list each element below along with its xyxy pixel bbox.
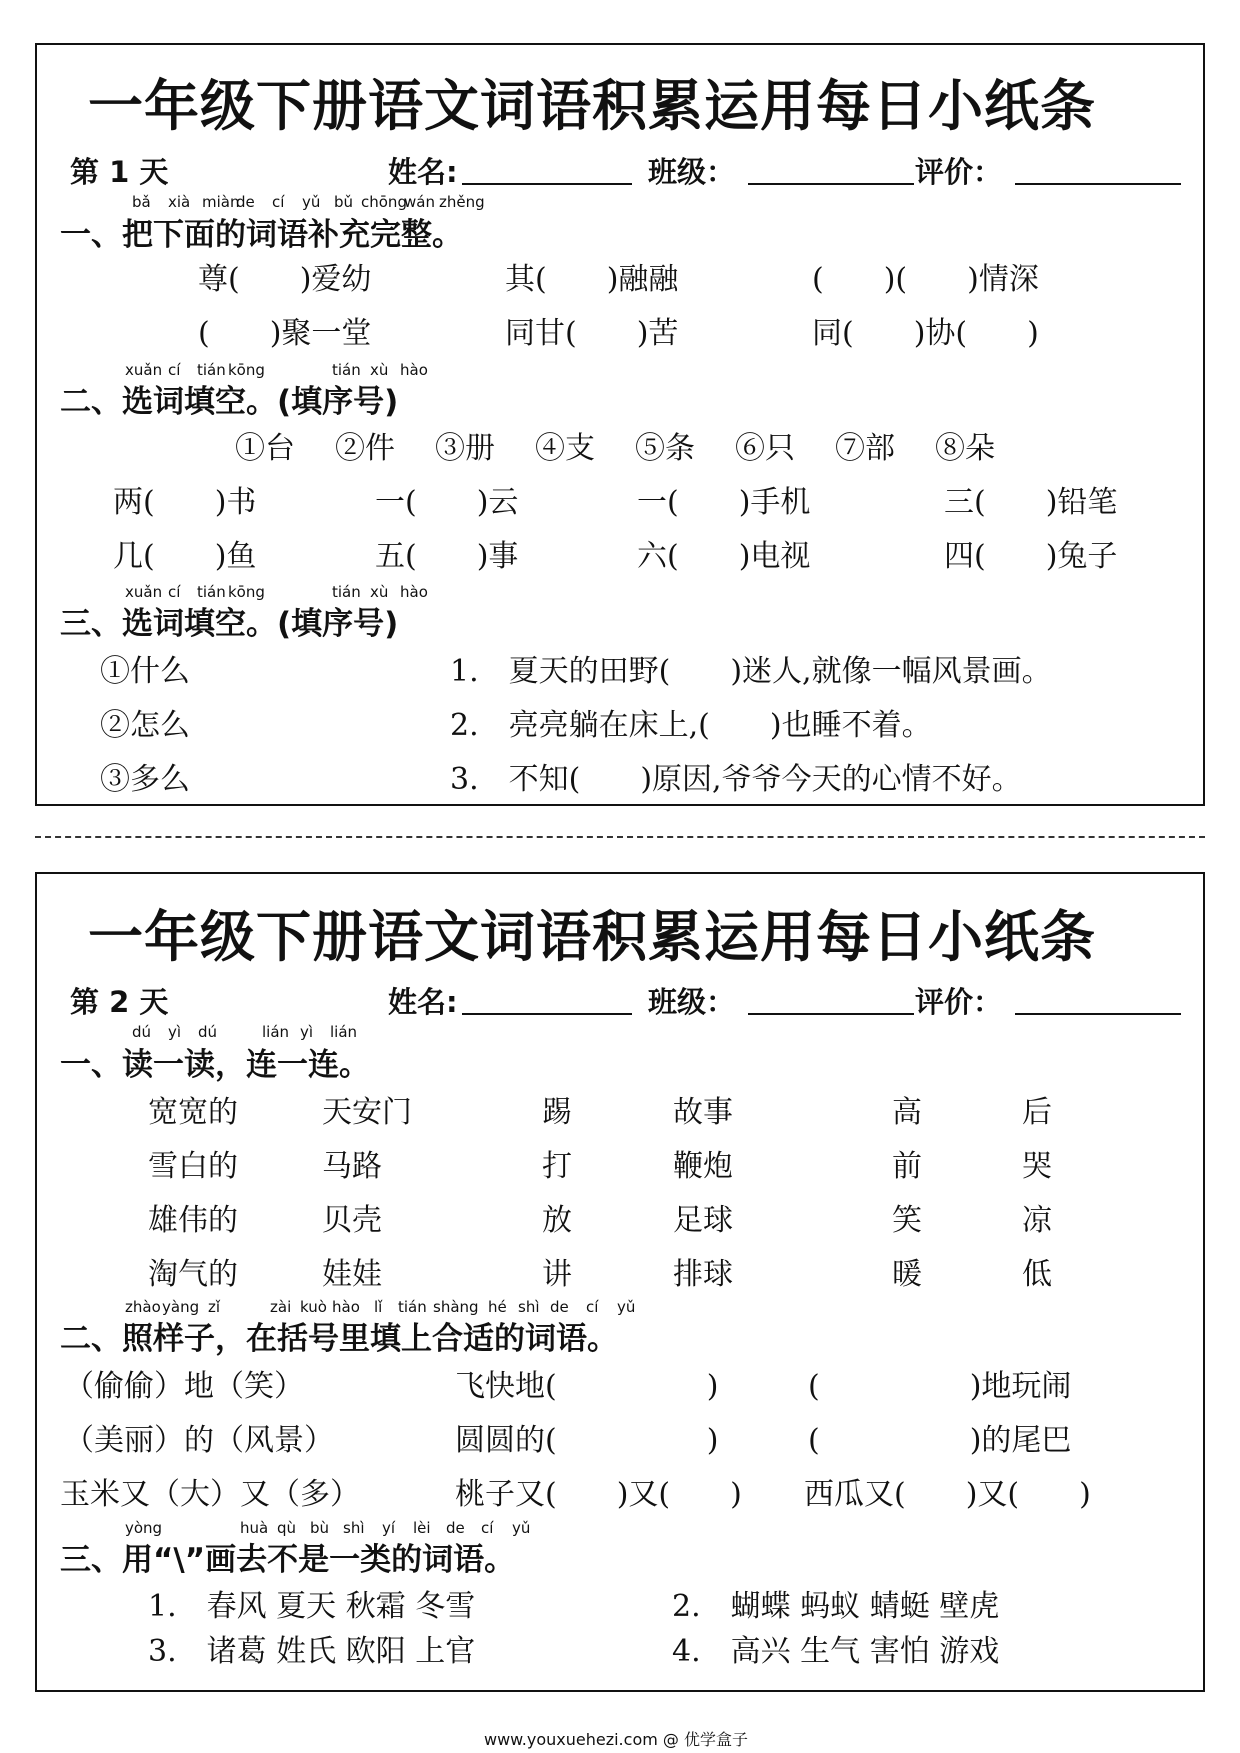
choice-item: ③多么 xyxy=(100,762,190,797)
eval-label: 评价： xyxy=(915,155,1003,189)
fill-item[interactable]: ( )地玩闹 xyxy=(808,1369,1072,1404)
pinyin: hé xyxy=(488,1298,507,1316)
pinyin: xuǎn xyxy=(125,361,163,379)
pinyin: tián xyxy=(332,583,361,601)
pinyin: chōng xyxy=(361,193,407,211)
worksheet-title: 一年级下册语文词语积累运用每日小纸条 xyxy=(88,74,1097,138)
fill-item[interactable]: 一( )手机 xyxy=(637,485,811,520)
fill-item[interactable]: 四( )兔子 xyxy=(944,539,1118,574)
match-item[interactable]: 暖 xyxy=(892,1257,922,1292)
name-label: 姓名: xyxy=(388,985,458,1019)
example-item: （偷偷）地（笑） xyxy=(64,1369,304,1404)
match-item[interactable]: 凉 xyxy=(1022,1203,1052,1238)
match-item[interactable]: 天安门 xyxy=(322,1095,412,1130)
section-title: 三、用“\”画去不是一类的词语。 xyxy=(60,1542,516,1578)
pinyin: bǔ xyxy=(334,193,354,211)
pinyin: tián xyxy=(398,1298,427,1316)
fill-item[interactable]: 几( )鱼 xyxy=(113,539,257,574)
match-item[interactable]: 后 xyxy=(1022,1095,1052,1130)
pinyin: qù xyxy=(277,1519,297,1537)
section-title: 一、读一读，连一连。 xyxy=(60,1047,370,1083)
match-item[interactable]: 淘气的 xyxy=(148,1257,238,1292)
fill-item[interactable]: 一( )云 xyxy=(375,485,519,520)
match-item[interactable]: 打 xyxy=(542,1149,572,1184)
pinyin: shì xyxy=(518,1298,540,1316)
class-blank[interactable] xyxy=(748,183,914,185)
word-group[interactable]: 3. 诸葛 姓氏 欧阳 上官 xyxy=(148,1634,476,1669)
match-item[interactable]: 鞭炮 xyxy=(673,1149,733,1184)
name-label: 姓名: xyxy=(388,155,458,189)
section-title: 二、照样子，在括号里填上合适的词语。 xyxy=(60,1321,618,1357)
fill-item[interactable]: 同甘( )苦 xyxy=(505,316,679,351)
class-blank[interactable] xyxy=(748,1013,914,1015)
match-item[interactable]: 哭 xyxy=(1022,1149,1052,1184)
pinyin: cí xyxy=(586,1298,599,1316)
word-group[interactable]: 4. 高兴 生气 害怕 游戏 xyxy=(672,1634,1000,1669)
cut-line xyxy=(35,836,1205,838)
option-6: ⑥只 xyxy=(735,431,795,466)
match-item[interactable]: 讲 xyxy=(542,1257,572,1292)
match-item[interactable]: 故事 xyxy=(673,1095,733,1130)
footer-watermark: www.youxuehezi.com @ 优学盒子 xyxy=(484,1730,748,1749)
pinyin: wán xyxy=(404,193,435,211)
pinyin: yǔ xyxy=(302,193,321,211)
pinyin: kuò xyxy=(300,1298,327,1316)
pinyin: tián xyxy=(197,361,226,379)
choice-item: ②怎么 xyxy=(100,708,190,743)
fill-item[interactable]: 桃子又( )又( ) xyxy=(455,1477,742,1512)
option-5: ⑤条 xyxy=(635,431,695,466)
pinyin: hào xyxy=(332,1298,360,1316)
pinyin: kōng xyxy=(228,583,265,601)
fill-item[interactable]: ( )的尾巴 xyxy=(808,1423,1072,1458)
pinyin: zhào xyxy=(125,1298,161,1316)
pinyin: hào xyxy=(400,583,428,601)
fill-item[interactable]: 同( )协( ) xyxy=(812,316,1039,351)
pinyin: zǐ xyxy=(208,1298,221,1316)
pinyin: yí xyxy=(382,1519,396,1537)
pinyin: lián xyxy=(330,1023,358,1041)
day-label: 第 1 天 xyxy=(70,155,169,189)
sentence-item[interactable]: 2. 亮亮躺在床上,( )也睡不着。 xyxy=(450,708,932,743)
pinyin: huà xyxy=(240,1519,269,1537)
name-blank[interactable] xyxy=(462,183,632,185)
pinyin: shàng xyxy=(433,1298,479,1316)
option-4: ④支 xyxy=(535,431,595,466)
option-8: ⑧朵 xyxy=(935,431,995,466)
pinyin: xuǎn xyxy=(125,583,163,601)
fill-item[interactable]: 两( )书 xyxy=(113,485,257,520)
pinyin: xù xyxy=(370,583,389,601)
eval-blank[interactable] xyxy=(1015,183,1181,185)
word-group[interactable]: 1. 春风 夏天 秋霜 冬雪 xyxy=(148,1589,476,1624)
option-1: ①台 xyxy=(235,431,295,466)
class-label: 班级： xyxy=(648,985,736,1019)
match-item[interactable]: 高 xyxy=(892,1095,922,1130)
worksheet-day-1 xyxy=(35,43,1205,806)
eval-label: 评价： xyxy=(915,985,1003,1019)
pinyin: miàn xyxy=(202,193,240,211)
pinyin: yàng xyxy=(162,1298,200,1316)
fill-item[interactable]: 飞快地( ) xyxy=(455,1369,719,1404)
pinyin: cí xyxy=(481,1519,494,1537)
pinyin: yǔ xyxy=(617,1298,636,1316)
eval-blank[interactable] xyxy=(1015,1013,1181,1015)
match-item[interactable]: 马路 xyxy=(322,1149,382,1184)
example-item: 玉米又（大）又（多） xyxy=(60,1477,360,1512)
option-2: ②件 xyxy=(335,431,395,466)
pinyin: bù xyxy=(310,1519,330,1537)
pinyin: yì xyxy=(168,1023,182,1041)
pinyin: hào xyxy=(400,361,428,379)
pinyin: de xyxy=(550,1298,569,1316)
pinyin: kōng xyxy=(228,361,265,379)
option-7: ⑦部 xyxy=(835,431,895,466)
class-label: 班级： xyxy=(648,155,736,189)
pinyin: lǐ xyxy=(374,1298,383,1316)
fill-item[interactable]: 其( )融融 xyxy=(505,262,679,297)
fill-item[interactable]: 西瓜又( )又( ) xyxy=(804,1477,1091,1512)
match-item[interactable]: 宽宽的 xyxy=(148,1095,238,1130)
pinyin: yǔ xyxy=(512,1519,531,1537)
fill-item[interactable]: ( )聚一堂 xyxy=(198,316,372,351)
pinyin: de xyxy=(236,193,255,211)
day-label: 第 2 天 xyxy=(70,985,169,1019)
pinyin: cí xyxy=(272,193,285,211)
match-item[interactable]: 放 xyxy=(542,1203,572,1238)
pinyin: yòng xyxy=(125,1519,163,1537)
worksheet-title: 一年级下册语文词语积累运用每日小纸条 xyxy=(88,905,1097,969)
pinyin: shì xyxy=(343,1519,365,1537)
match-item[interactable]: 低 xyxy=(1022,1257,1052,1292)
fill-item[interactable]: 圆圆的( ) xyxy=(455,1423,719,1458)
pinyin: tián xyxy=(332,361,361,379)
pinyin: bǎ xyxy=(132,193,151,211)
pinyin: lèi xyxy=(413,1519,431,1537)
choice-item: ①什么 xyxy=(100,654,190,689)
section-title: 三、选词填空。(填序号) xyxy=(60,606,399,642)
pinyin: yì xyxy=(300,1023,314,1041)
sentence-item[interactable]: 3. 不知( )原因,爷爷今天的心情不好。 xyxy=(450,762,1022,797)
pinyin: zài xyxy=(270,1298,292,1316)
name-blank[interactable] xyxy=(462,1013,632,1015)
fill-item[interactable]: 五( )事 xyxy=(375,539,519,574)
match-item[interactable]: 足球 xyxy=(673,1203,733,1238)
match-item[interactable]: 前 xyxy=(892,1149,922,1184)
sentence-item[interactable]: 1. 夏天的田野( )迷人,就像一幅风景画。 xyxy=(450,654,1052,689)
pinyin: dú xyxy=(132,1023,152,1041)
match-item[interactable]: 娃娃 xyxy=(322,1257,382,1292)
pinyin: lián xyxy=(262,1023,290,1041)
match-item[interactable]: 笑 xyxy=(892,1203,922,1238)
fill-item[interactable]: 尊( )爱幼 xyxy=(198,262,372,297)
pinyin: tián xyxy=(197,583,226,601)
example-item: （美丽）的（风景） xyxy=(64,1423,334,1458)
pinyin: cí xyxy=(168,583,181,601)
match-item[interactable]: 踢 xyxy=(542,1095,572,1130)
option-3: ③册 xyxy=(435,431,495,466)
match-item[interactable]: 排球 xyxy=(673,1257,733,1292)
pinyin: cí xyxy=(168,361,181,379)
section-title: 一、把下面的词语补充完整。 xyxy=(60,217,463,253)
pinyin: xù xyxy=(370,361,389,379)
pinyin: de xyxy=(446,1519,465,1537)
match-item[interactable]: 雪白的 xyxy=(148,1149,238,1184)
pinyin: xià xyxy=(168,193,191,211)
fill-item[interactable]: ( )( )情深 xyxy=(812,262,1039,297)
match-item[interactable]: 贝壳 xyxy=(322,1203,382,1238)
pinyin: dú xyxy=(198,1023,218,1041)
match-item[interactable]: 雄伟的 xyxy=(148,1203,238,1238)
pinyin: zhěng xyxy=(439,193,485,211)
fill-item[interactable]: 六( )电视 xyxy=(637,539,811,574)
word-group[interactable]: 2. 蝴蝶 蚂蚁 蜻蜓 壁虎 xyxy=(672,1589,1000,1624)
section-title: 二、选词填空。(填序号) xyxy=(60,384,399,420)
fill-item[interactable]: 三( )铅笔 xyxy=(944,485,1118,520)
